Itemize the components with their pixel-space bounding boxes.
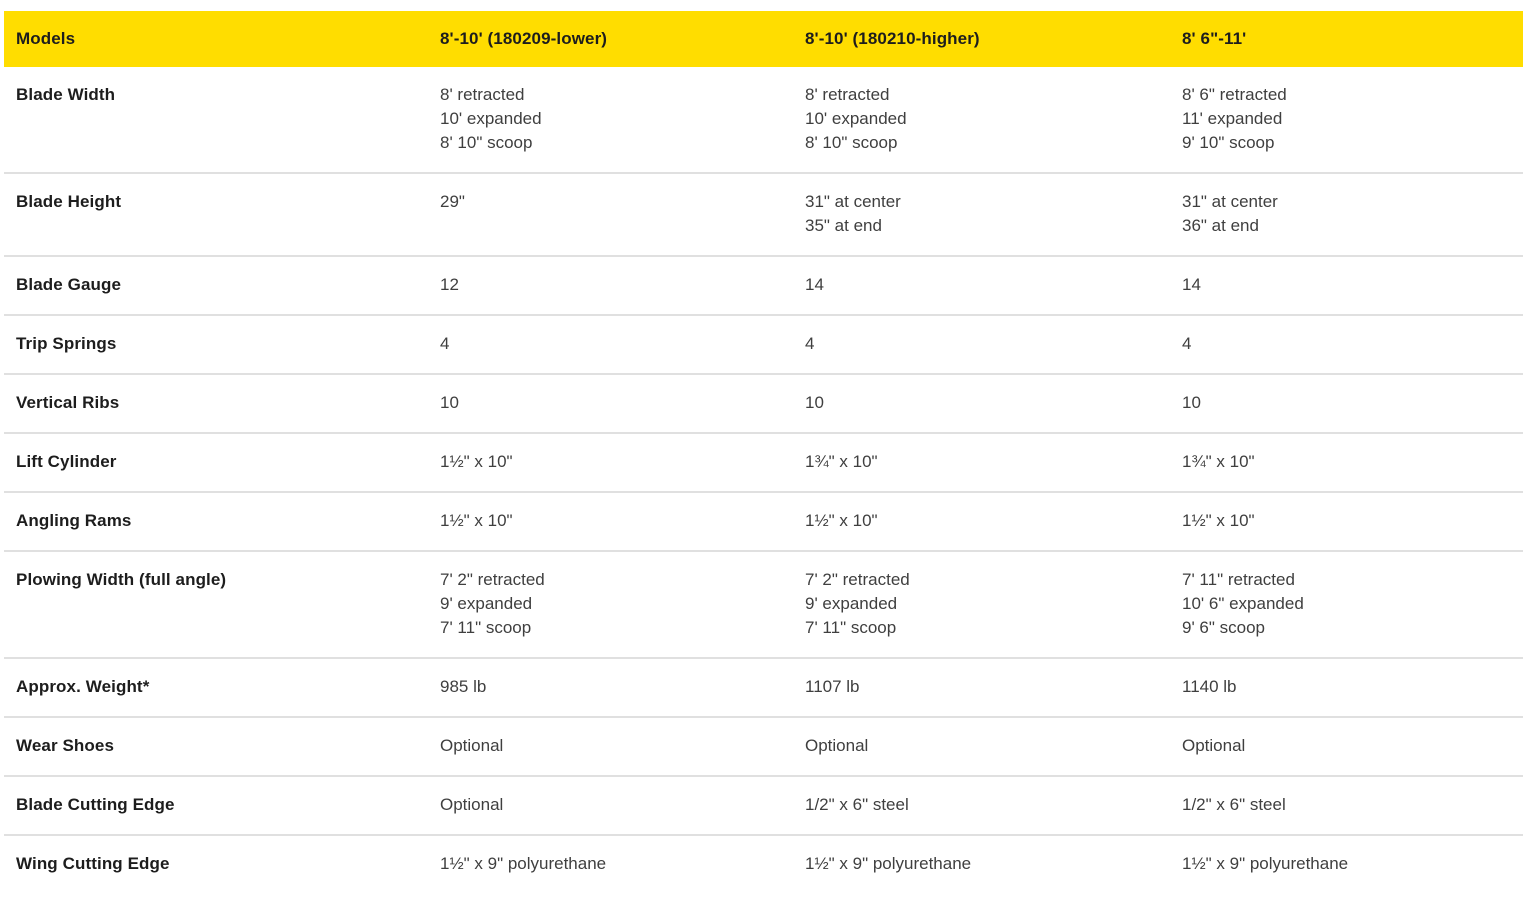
spec-value-line: 10' 6" expanded (1182, 594, 1304, 613)
spec-value-line: 10' expanded (805, 109, 907, 128)
spec-value-line: 9' 10" scoop (1182, 133, 1275, 152)
spec-value-line: 31" at center (805, 192, 901, 211)
spec-value-line: 8' retracted (805, 85, 890, 104)
spec-cell (428, 374, 793, 433)
spec-label: Approx. Weight* (16, 677, 150, 696)
table-header-row (4, 11, 1523, 67)
spec-value-line: 35" at end (805, 216, 882, 235)
spec-value-line: 1107 lb (805, 677, 860, 696)
spec-cell (793, 374, 1170, 433)
spec-value-line: 14 (1182, 275, 1201, 294)
spec-cell (1170, 835, 1523, 893)
spec-value-line: 1½" x 10" (805, 511, 878, 530)
spec-value-line: 9' expanded (440, 594, 533, 613)
spec-cell (428, 256, 793, 315)
spec-label: Trip Springs (16, 334, 117, 353)
spec-label: Blade Height (16, 192, 122, 211)
spec-value-line: 11' expanded (1182, 109, 1283, 128)
spec-cell (428, 492, 793, 551)
spec-cell (428, 433, 793, 492)
spec-value-line: 8' retracted (440, 85, 525, 104)
spec-value-line: 1140 lb (1182, 677, 1237, 696)
spec-value-line: 12 (440, 275, 459, 294)
spec-value-line: 1½" x 10" (440, 452, 513, 471)
spec-label: Wear Shoes (16, 736, 115, 755)
spec-value-line: 29" (440, 192, 465, 211)
spec-value-line: Optional (1182, 736, 1246, 755)
spec-value-line: 985 lb (440, 677, 487, 696)
spec-value-line: 8' 6" retracted (1182, 85, 1287, 104)
spec-cell (793, 492, 1170, 551)
spec-value-line: Optional (805, 736, 869, 755)
row-plowing-width (4, 551, 1523, 658)
header-cell-model-1: 8'-10' (180209-lower) (428, 11, 793, 67)
spec-cell (1170, 374, 1523, 433)
spec-cell (1170, 315, 1523, 374)
spec-cell (428, 315, 793, 374)
spec-cell (1170, 433, 1523, 492)
row-trip-springs (4, 315, 1523, 374)
spec-value-line: 4 (805, 334, 815, 353)
spec-value-line: 31" at center (1182, 192, 1278, 211)
spec-cell (793, 315, 1170, 374)
spec-cell (428, 717, 793, 776)
spec-label: Blade Cutting Edge (16, 795, 175, 814)
spec-label: Blade Gauge (16, 275, 122, 294)
spec-cell (428, 658, 793, 717)
spec-cell (1170, 717, 1523, 776)
spec-value-line: Optional (440, 795, 504, 814)
spec-cell (428, 67, 793, 173)
row-angling-rams (4, 492, 1523, 551)
spec-cell (793, 835, 1170, 893)
row-blade-cutting-edge (4, 776, 1523, 835)
row-blade-height (4, 173, 1523, 256)
spec-value-line: 4 (440, 334, 450, 353)
spec-value-line: 8' 10" scoop (805, 133, 898, 152)
spec-cell (1170, 173, 1523, 256)
header-cell-models: Models (4, 11, 428, 67)
spec-value-line: 1/2" x 6" steel (1182, 795, 1286, 814)
spec-value-line: 7' 11" scoop (805, 618, 897, 637)
spec-cell (428, 776, 793, 835)
spec-label: Lift Cylinder (16, 452, 117, 471)
spec-value-line: 1¾" x 10" (1182, 452, 1255, 471)
spec-value-line: 7' 11" scoop (440, 618, 532, 637)
spec-cell (1170, 256, 1523, 315)
spec-value-line: 14 (805, 275, 824, 294)
spec-value-line: 7' 2" retracted (440, 570, 545, 589)
spec-cell (793, 173, 1170, 256)
spec-value-line: 7' 2" retracted (805, 570, 910, 589)
spec-value-line: 7' 11" retracted (1182, 570, 1295, 589)
spec-value-line: 9' 6" scoop (1182, 618, 1265, 637)
spec-label: Vertical Ribs (16, 393, 120, 412)
spec-value-line: 1½" x 9" polyurethane (1182, 854, 1349, 873)
spec-cell (793, 256, 1170, 315)
header-cell-model-3: 8' 6"-11' (1170, 11, 1523, 67)
spec-label: Wing Cutting Edge (16, 854, 170, 873)
spec-cell (1170, 551, 1523, 658)
spec-label: Blade Width (16, 85, 116, 104)
row-vertical-ribs (4, 374, 1523, 433)
spec-cell (428, 551, 793, 658)
spec-cell (1170, 492, 1523, 551)
spec-cell (793, 67, 1170, 173)
spec-cell (793, 776, 1170, 835)
spec-value-line: 10 (805, 393, 824, 412)
row-blade-width (4, 67, 1523, 173)
spec-value-line: 1½" x 9" polyurethane (440, 854, 607, 873)
spec-cell (428, 173, 793, 256)
spec-label: Angling Rams (16, 511, 132, 530)
spec-cell (428, 835, 793, 893)
spec-cell (793, 717, 1170, 776)
spec-cell (793, 433, 1170, 492)
spec-cell (793, 658, 1170, 717)
row-blade-gauge (4, 256, 1523, 315)
spec-cell (1170, 658, 1523, 717)
row-wing-cutting-edge (4, 835, 1523, 893)
spec-value-line: 10 (1182, 393, 1201, 412)
spec-value-line: 36" at end (1182, 216, 1259, 235)
spec-value-line: 1¾" x 10" (805, 452, 878, 471)
spec-label: Plowing Width (full angle) (16, 570, 227, 589)
spec-value-line: 9' expanded (805, 594, 898, 613)
row-wear-shoes (4, 717, 1523, 776)
spec-value-line: Optional (440, 736, 504, 755)
spec-cell (793, 551, 1170, 658)
spec-table-container (4, 11, 1523, 893)
row-approx-weight (4, 658, 1523, 717)
spec-value-line: 1½" x 9" polyurethane (805, 854, 972, 873)
row-lift-cylinder (4, 433, 1523, 492)
spec-cell (1170, 776, 1523, 835)
header-cell-model-2: 8'-10' (180210-higher) (793, 11, 1170, 67)
spec-value-line: 1/2" x 6" steel (805, 795, 909, 814)
spec-cell (1170, 67, 1523, 173)
spec-table (4, 11, 1523, 893)
spec-value-line: 1½" x 10" (440, 511, 513, 530)
spec-value-line: 1½" x 10" (1182, 511, 1255, 530)
spec-value-line: 10 (440, 393, 459, 412)
spec-value-line: 10' expanded (440, 109, 542, 128)
spec-value-line: 4 (1182, 334, 1192, 353)
spec-value-line: 8' 10" scoop (440, 133, 533, 152)
